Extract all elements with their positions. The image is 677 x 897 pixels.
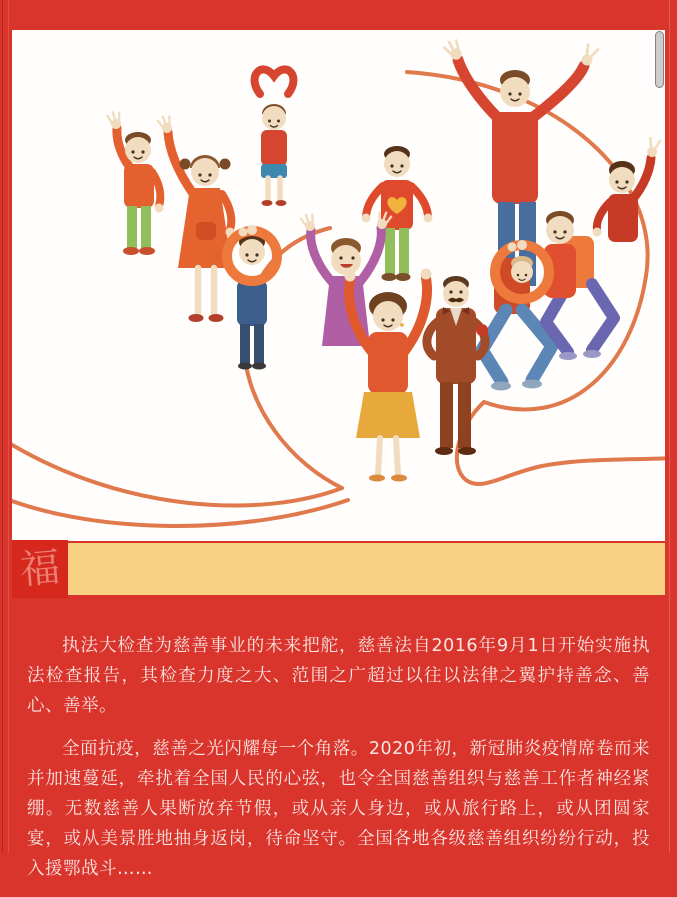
figure-mustache-man xyxy=(427,276,488,455)
fortune-character: 福 xyxy=(18,544,62,594)
article-paragraph-1: 执法大检查为慈善事业的未来把舵，慈善法自2016年9月1日开始实施执法检查报告，其检查力度之大、范围之广超过以往以法律之翼护持善念、善心、善举。 xyxy=(27,636,650,716)
heart-ribbon-tails xyxy=(12,440,348,526)
article-body xyxy=(0,631,677,897)
gold-banner-strip xyxy=(68,543,665,595)
scrollbar-thumb[interactable] xyxy=(655,31,664,88)
figure-ring-boy xyxy=(227,225,277,370)
article-paragraph-2: 全面抗疫，慈善之光闪耀每一个角落。2020年初，新冠肺炎疫情席卷而来并加速蔓延，牵扰着全国人民的心弦，也令全国慈善组织与慈善工作者神经紧绷。无数慈善人果断放弃节假，或从亲人身边，或从旅行路上，或从团圆家宴，或从美景胜地抽身返岗，待命坚守。全国各地各级慈善组织纷纷行动，投入援鄂战斗…… xyxy=(27,739,650,879)
fortune-seal xyxy=(12,540,68,598)
hero-illustration xyxy=(12,30,665,541)
figure-waving-boy xyxy=(107,111,163,255)
figure-pigtail-girl xyxy=(157,115,234,322)
hero-card xyxy=(12,30,665,541)
figure-held-up-girl xyxy=(255,69,294,206)
